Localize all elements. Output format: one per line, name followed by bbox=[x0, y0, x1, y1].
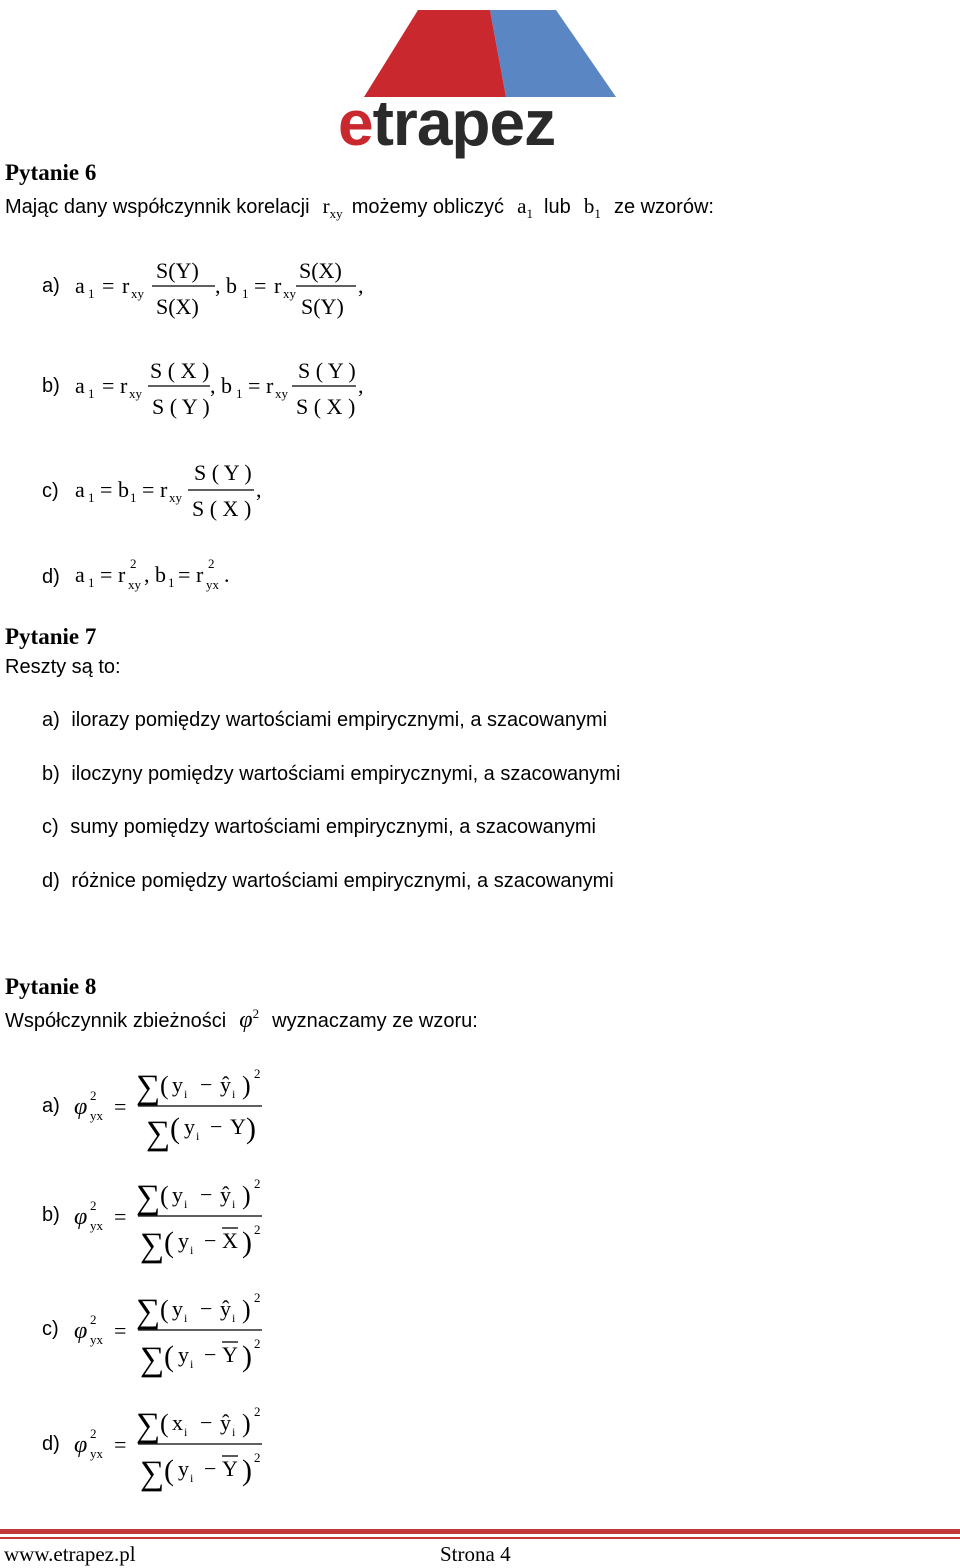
svg-text:y: y bbox=[178, 1456, 189, 1481]
svg-text:x: x bbox=[172, 1410, 183, 1435]
q7-option-d[interactable]: d) różnice pomiędzy wartościami empirycznymi, a szacowanymi bbox=[42, 870, 614, 892]
svg-text:i: i bbox=[232, 1311, 236, 1325]
q8-title: Pytanie 8 bbox=[5, 974, 97, 999]
svg-text:φ: φ bbox=[74, 1318, 88, 1344]
q8-option-a-formula bbox=[70, 1062, 290, 1152]
q8-option-c-label[interactable]: c) bbox=[42, 1318, 59, 1340]
svg-text:(: ( bbox=[170, 1112, 180, 1145]
svg-text:yx: yx bbox=[90, 1332, 103, 1347]
svg-text:r: r bbox=[274, 273, 282, 298]
svg-text:X: X bbox=[222, 1228, 238, 1253]
logo-brand-initial: e bbox=[338, 87, 373, 159]
q6-option-c-formula bbox=[70, 452, 300, 532]
svg-text:2: 2 bbox=[254, 1450, 261, 1465]
svg-text:∑: ∑ bbox=[146, 1115, 171, 1152]
svg-text:S ( Y ): S ( Y ) bbox=[152, 394, 210, 419]
svg-text:S ( X ): S ( X ) bbox=[296, 394, 356, 419]
svg-text:(: ( bbox=[164, 1454, 174, 1487]
q8-option-b-formula bbox=[70, 1172, 290, 1264]
svg-text:): ) bbox=[242, 1181, 251, 1210]
svg-text:y: y bbox=[184, 1114, 195, 1139]
svg-text:ŷ: ŷ bbox=[220, 1182, 231, 1207]
svg-text:=: = bbox=[254, 273, 267, 298]
svg-text:∑: ∑ bbox=[136, 1179, 161, 1216]
svg-text:S ( X ): S ( X ) bbox=[150, 358, 210, 383]
svg-text:): ) bbox=[242, 1295, 251, 1324]
svg-text:(: ( bbox=[160, 1295, 169, 1324]
svg-text:−: − bbox=[200, 1182, 213, 1207]
svg-text:): ) bbox=[246, 1112, 256, 1145]
q6-intro: Mając dany współczynnik korelacji $r_{xy}$ możemy obliczyć $a_1$ lub $b_1$ ze wzorów: bbox=[5, 194, 714, 222]
logo-wordmark-text bbox=[338, 86, 555, 160]
svg-text:2: 2 bbox=[254, 1176, 261, 1191]
svg-text:, b: , b bbox=[210, 373, 232, 398]
svg-text:,: , bbox=[256, 477, 262, 502]
svg-text:S ( Y ): S ( Y ) bbox=[298, 358, 356, 383]
svg-text:1: 1 bbox=[88, 286, 95, 301]
svg-text:=: = bbox=[100, 562, 113, 587]
svg-text:=: = bbox=[102, 373, 115, 398]
svg-text:S(Y): S(Y) bbox=[156, 258, 199, 283]
q7-option-c[interactable]: c) sumy pomiędzy wartościami empirycznymi, a szacowanymi bbox=[42, 816, 596, 838]
svg-text:, b: , b bbox=[144, 562, 166, 587]
svg-text:, b: , b bbox=[215, 273, 237, 298]
svg-text:y: y bbox=[178, 1228, 189, 1253]
svg-text:r: r bbox=[196, 562, 204, 587]
svg-text:a: a bbox=[75, 273, 85, 298]
svg-text:r: r bbox=[266, 373, 274, 398]
svg-text:2: 2 bbox=[130, 556, 137, 571]
svg-text:S ( Y ): S ( Y ) bbox=[194, 460, 252, 485]
svg-text:−: − bbox=[210, 1114, 223, 1139]
svg-text:(: ( bbox=[160, 1181, 169, 1210]
svg-text:i: i bbox=[196, 1129, 200, 1143]
svg-text:=: = bbox=[114, 1094, 127, 1119]
svg-text:2: 2 bbox=[254, 1290, 261, 1305]
footer-divider-thin bbox=[0, 1537, 960, 1539]
svg-text:i: i bbox=[190, 1243, 194, 1257]
svg-text:φ: φ bbox=[74, 1432, 88, 1458]
svg-text:i: i bbox=[232, 1425, 236, 1439]
svg-text:b: b bbox=[118, 477, 129, 502]
svg-text:∑: ∑ bbox=[140, 1455, 165, 1492]
svg-text:−: − bbox=[200, 1072, 213, 1097]
q7-option-a[interactable]: a) ilorazy pomiędzy wartościami empirycznymi, a szacowanymi bbox=[42, 709, 608, 731]
q7-intro: Reszty są to: bbox=[5, 656, 121, 678]
svg-text:=: = bbox=[114, 1204, 127, 1229]
svg-text:∑: ∑ bbox=[140, 1227, 165, 1264]
svg-text:i: i bbox=[184, 1197, 188, 1211]
svg-text:1: 1 bbox=[88, 490, 95, 505]
svg-text:xy: xy bbox=[128, 577, 141, 592]
q8-option-d-label[interactable]: d) bbox=[42, 1433, 60, 1455]
svg-text:i: i bbox=[232, 1197, 236, 1211]
svg-text:=: = bbox=[102, 273, 115, 298]
svg-text:−: − bbox=[204, 1228, 217, 1253]
svg-text:φ: φ bbox=[74, 1094, 88, 1120]
svg-text:−: − bbox=[204, 1456, 217, 1481]
q6-option-c-label[interactable]: c) bbox=[42, 480, 59, 502]
svg-text:∑: ∑ bbox=[136, 1407, 161, 1444]
svg-text:2: 2 bbox=[90, 1312, 97, 1327]
q8-option-c-formula bbox=[70, 1286, 290, 1378]
svg-text:,: , bbox=[358, 273, 364, 298]
svg-text:2: 2 bbox=[254, 1222, 261, 1237]
svg-text:S(X): S(X) bbox=[156, 294, 199, 319]
svg-text:): ) bbox=[242, 1340, 252, 1373]
svg-text:−: − bbox=[204, 1342, 217, 1367]
svg-text:ŷ: ŷ bbox=[220, 1072, 231, 1097]
svg-text:r: r bbox=[120, 373, 128, 398]
svg-text:φ: φ bbox=[74, 1204, 88, 1230]
svg-text:(: ( bbox=[164, 1340, 174, 1373]
svg-text:−: − bbox=[200, 1410, 213, 1435]
svg-text:xy: xy bbox=[169, 490, 182, 505]
svg-text:): ) bbox=[242, 1071, 251, 1100]
footer-divider bbox=[0, 1529, 960, 1534]
q8-option-d-formula bbox=[70, 1400, 290, 1492]
svg-text:=: = bbox=[100, 477, 113, 502]
svg-text:S ( X ): S ( X ) bbox=[192, 496, 252, 521]
svg-text:∑: ∑ bbox=[136, 1069, 161, 1106]
svg-text:Y: Y bbox=[230, 1114, 246, 1139]
q6-option-a-label[interactable]: a) bbox=[42, 275, 60, 297]
svg-text:i: i bbox=[184, 1087, 188, 1101]
svg-text:xy: xy bbox=[275, 386, 288, 401]
svg-text:i: i bbox=[190, 1357, 194, 1371]
q6-option-d-formula bbox=[70, 552, 270, 596]
logo-brand-rest: trapez bbox=[372, 87, 556, 159]
svg-text:=: = bbox=[248, 373, 261, 398]
svg-text:y: y bbox=[172, 1296, 183, 1321]
svg-text:a: a bbox=[75, 477, 85, 502]
q8-intro: Współczynnik zbieżności $\varphi^2$ wyznaczamy ze wzoru: bbox=[5, 1006, 478, 1033]
svg-text:xy: xy bbox=[131, 286, 144, 301]
svg-text:yx: yx bbox=[90, 1108, 103, 1123]
svg-text:xy: xy bbox=[129, 386, 142, 401]
svg-text:xy: xy bbox=[283, 286, 296, 301]
svg-text:2: 2 bbox=[208, 556, 215, 571]
svg-text:yx: yx bbox=[90, 1446, 103, 1461]
footer-website[interactable]: www.etrapez.pl bbox=[4, 1542, 136, 1566]
q8-option-a-label[interactable]: a) bbox=[42, 1095, 60, 1117]
svg-text:1: 1 bbox=[236, 386, 243, 401]
q8-option-b-label[interactable]: b) bbox=[42, 1204, 60, 1226]
svg-text:): ) bbox=[242, 1409, 251, 1438]
svg-text:): ) bbox=[242, 1226, 252, 1259]
svg-text:ŷ: ŷ bbox=[220, 1296, 231, 1321]
svg-text:i: i bbox=[184, 1311, 188, 1325]
svg-text:Y: Y bbox=[222, 1342, 238, 1367]
svg-text:Y: Y bbox=[222, 1456, 238, 1481]
svg-text:=: = bbox=[178, 562, 191, 587]
svg-text:2: 2 bbox=[254, 1066, 261, 1081]
footer-page-number: Strona 4 bbox=[440, 1542, 511, 1566]
svg-text:∑: ∑ bbox=[140, 1341, 165, 1378]
svg-text:(: ( bbox=[160, 1071, 169, 1100]
q6-option-b-formula bbox=[70, 348, 390, 428]
svg-text:(: ( bbox=[160, 1409, 169, 1438]
svg-text:): ) bbox=[242, 1454, 252, 1487]
svg-text:=: = bbox=[114, 1318, 127, 1343]
svg-text:S(X): S(X) bbox=[299, 258, 342, 283]
svg-text:2: 2 bbox=[254, 1404, 261, 1419]
svg-text:,: , bbox=[358, 373, 364, 398]
svg-text:i: i bbox=[232, 1087, 236, 1101]
q7-option-b[interactable]: b) iloczyny pomiędzy wartościami empirycznymi, a szacowanymi bbox=[42, 763, 621, 785]
svg-text:.: . bbox=[224, 562, 230, 587]
svg-text:2: 2 bbox=[90, 1426, 97, 1441]
svg-text:i: i bbox=[190, 1471, 194, 1485]
q6-title: Pytanie 6 bbox=[5, 160, 97, 185]
q6-option-d-label[interactable]: d) bbox=[42, 566, 60, 588]
svg-text:a: a bbox=[75, 373, 85, 398]
svg-text:1: 1 bbox=[130, 490, 137, 505]
svg-text:1: 1 bbox=[168, 575, 175, 590]
svg-text:y: y bbox=[172, 1182, 183, 1207]
svg-text:r: r bbox=[122, 273, 130, 298]
svg-text:2: 2 bbox=[90, 1088, 97, 1103]
svg-text:=: = bbox=[114, 1432, 127, 1457]
svg-text:ŷ: ŷ bbox=[220, 1410, 231, 1435]
svg-text:i: i bbox=[184, 1425, 188, 1439]
svg-text:2: 2 bbox=[90, 1198, 97, 1213]
svg-text:1: 1 bbox=[242, 286, 249, 301]
svg-text:y: y bbox=[172, 1072, 183, 1097]
svg-text:=: = bbox=[142, 477, 155, 502]
logo-brand bbox=[338, 87, 555, 159]
svg-text:r: r bbox=[160, 477, 168, 502]
svg-text:yx: yx bbox=[90, 1218, 103, 1233]
q6-option-b-label[interactable]: b) bbox=[42, 375, 60, 397]
svg-text:−: − bbox=[200, 1296, 213, 1321]
svg-text:r: r bbox=[118, 562, 126, 587]
svg-text:1: 1 bbox=[88, 575, 95, 590]
svg-text:yx: yx bbox=[206, 577, 219, 592]
logo-trapezoid-icon bbox=[364, 10, 616, 97]
svg-text:S(Y): S(Y) bbox=[301, 294, 344, 319]
svg-text:y: y bbox=[178, 1342, 189, 1367]
svg-text:(: ( bbox=[164, 1226, 174, 1259]
q7-title: Pytanie 7 bbox=[5, 624, 97, 649]
svg-text:1: 1 bbox=[88, 386, 95, 401]
svg-text:∑: ∑ bbox=[136, 1293, 161, 1330]
q6-option-a-formula bbox=[70, 248, 390, 328]
svg-text:2: 2 bbox=[254, 1336, 261, 1351]
svg-text:a: a bbox=[75, 562, 85, 587]
